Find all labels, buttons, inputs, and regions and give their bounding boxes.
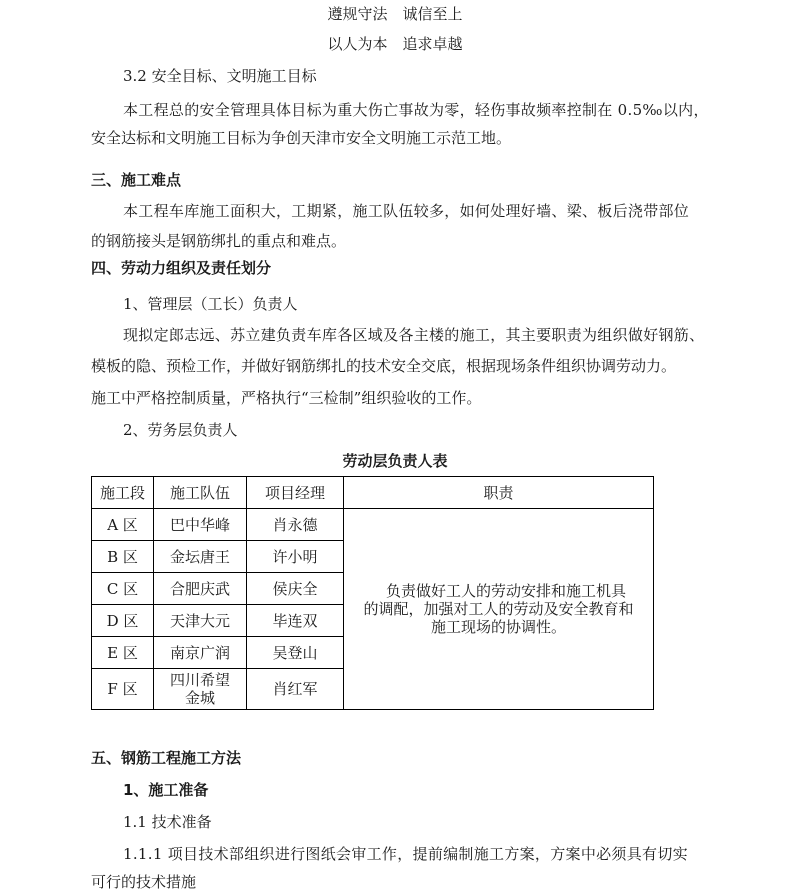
cell-manager: 吴登山 [247,637,344,669]
section-5-subheading-1: 1、施工准备 [123,781,209,799]
header-section: 施工段 [92,477,154,509]
cell-team: 金坛唐王 [154,541,247,573]
section-5-item-continuation: 可行的技术措施 [91,873,197,891]
motto-line-1: 遵规守法 诚信至上 [327,5,463,23]
section-4-paragraph-line-3: 施工中严格控制质量，严格执行“三检制”组织验收的工作。 [91,389,482,407]
section-4-paragraph-line-2: 模板的隐、预检工作，并做好钢筋绑扎的技术安全交底，根据现场条件组织协调劳动力。 [91,357,677,375]
responsibility-table [91,476,654,710]
header-team: 施工队伍 [154,477,247,509]
section-4-heading: 四、劳动力组织及责任划分 [91,259,272,277]
cell-manager: 许小明 [247,541,344,573]
duty-line-2: 的调配，加强对工人的劳动及安全教育和 [363,600,634,618]
cell-team: 天津大元 [154,605,247,637]
section-5-subheading-1-1: 1.1 技术准备 [123,813,212,831]
table-header-row [92,477,654,509]
cell-section: B 区 [92,541,154,573]
table-title: 劳动层负责人表 [342,452,448,470]
section-3-paragraph-line-2: 的钢筋接头是钢筋绑扎的重点和难点。 [91,232,347,250]
motto-line-2: 以人为本 追求卓越 [327,35,463,53]
section-5-heading: 五、钢筋工程施工方法 [91,749,242,767]
section-3-2-paragraph-line-2: 安全达标和文明施工目标为争创天津市安全文明施工示范工地。 [91,129,512,147]
section-4-paragraph-line-1: 现拟定郎志远、苏立建负责车库各区域及各主楼的施工，其主要职责为组织做好钢筋、 [123,326,705,344]
section-4-subheading-1: 1、管理层（工长）负责人 [123,295,298,313]
cell-manager: 毕连双 [247,605,344,637]
cell-manager: 侯庆全 [247,573,344,605]
section-4-subheading-2: 2、劳务层负责人 [123,421,238,439]
cell-duty [344,509,654,710]
duty-line-3: 施工现场的协调性。 [430,618,566,636]
section-3-heading: 三、施工难点 [91,171,182,189]
duty-line-1: 负责做好工人的劳动安排和施工机具 [370,582,626,600]
table-row [92,509,654,541]
section-3-2-paragraph-line-1: 本工程总的安全管理具体目标为重大伤亡事故为零，轻伤事故频率控制在 0.5‰以内， [123,101,709,119]
cell-section: E 区 [92,637,154,669]
cell-section: F 区 [92,669,154,710]
cell-manager: 肖红军 [247,669,344,710]
cell-team: 南京广润 [154,637,247,669]
cell-section: A 区 [92,509,154,541]
section-5-item-1-1-1: 1.1.1 项目技术部组织进行图纸会审工作，提前编制施工方案，方案中必须具有切实 [123,845,688,863]
cell-manager: 肖永德 [247,509,344,541]
section-3-2-title: 3.2 安全目标、文明施工目标 [123,67,317,85]
team-line-2: 金城 [184,689,215,707]
cell-section: C 区 [92,573,154,605]
section-3-paragraph-line-1: 本工程车库施工面积大，工期紧，施工队伍较多，如何处理好墙、梁、板后浇带部位 [123,202,690,220]
header-manager: 项目经理 [247,477,344,509]
team-line-1: 四川希望 [169,671,230,689]
cell-team [154,669,247,710]
cell-section: D 区 [92,605,154,637]
cell-team: 合肥庆武 [154,573,247,605]
header-duty: 职责 [344,477,654,509]
cell-team: 巴中华峰 [154,509,247,541]
